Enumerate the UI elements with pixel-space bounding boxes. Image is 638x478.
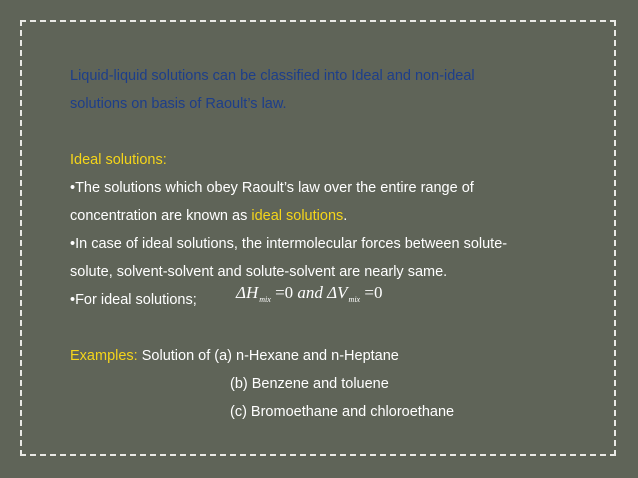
intro-line-2: solutions on basis of Raoult’s law. bbox=[70, 96, 287, 112]
examples-line-a bbox=[70, 342, 610, 370]
equals-zero-2: =0 bbox=[360, 283, 383, 302]
example-a: Solution of (a) n-Hexane and n-Heptane bbox=[137, 348, 399, 364]
bullet-2-line-1: •In case of ideal solutions, the intermolecular forces between solute- bbox=[70, 236, 508, 252]
bullet-1-line-1: •The solutions which obey Raoult’s law over the entire range of bbox=[70, 180, 474, 196]
intro-line-1: Liquid-liquid solutions can be classified into Ideal and non-ideal bbox=[70, 68, 475, 84]
slide-content bbox=[70, 62, 610, 426]
and-word: and bbox=[297, 283, 323, 302]
bullet-3: •For ideal solutions; bbox=[70, 292, 197, 308]
ideal-solutions-highlight: ideal solutions bbox=[251, 208, 344, 224]
delta-h: ΔH bbox=[236, 283, 259, 302]
bullet-1-prefix: concentration are known as bbox=[70, 208, 252, 224]
examples-label: Examples: bbox=[70, 348, 138, 364]
bullet-1-line-2 bbox=[70, 202, 610, 230]
bullet-1-suffix: . bbox=[343, 208, 348, 224]
example-b: (b) Benzene and toluene bbox=[230, 376, 389, 392]
subscript-mix-h: mix bbox=[259, 295, 271, 304]
spacer bbox=[70, 314, 610, 342]
example-c: (c) Bromoethane and chloroethane bbox=[230, 404, 455, 420]
delta-v: ΔV bbox=[322, 283, 348, 302]
subscript-mix-v: mix bbox=[348, 295, 361, 304]
ideal-heading: Ideal solutions: bbox=[70, 152, 167, 168]
spacer bbox=[70, 118, 610, 146]
equals-zero-1: =0 bbox=[270, 283, 298, 302]
bullet-2-line-2: solute, solvent-solvent and solute-solvent are nearly same. bbox=[70, 264, 448, 280]
mixing-formula bbox=[236, 283, 382, 304]
